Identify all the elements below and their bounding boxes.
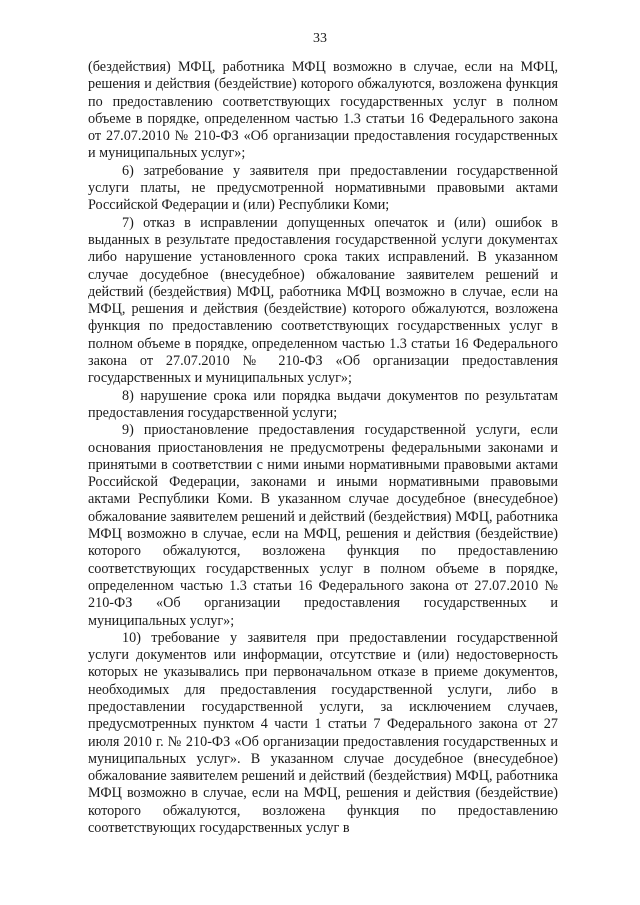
- paragraph-item-10: 10) требование у заявителя при предоставлении государственной услуги документов или информации, отсутствие и (или) недостоверность которых не указывались при первоначальном отказе в приеме документов, необходимых для предоставления государственной услуги, либо в предоставлении государственной услуги, за исключением случаев, предусмотренных пунктом 4 части 1 статьи 7 Федерального закона от 27 июля 2010 г. № 210-ФЗ «Об организации предоставления государственных и муниципальных услуг». В указанном случае досудебное (внесудебное) обжалование заявителем решений и действий (бездействия) МФЦ, работника МФЦ возможно в случае, если на МФЦ, решения и действия (бездействие) которого обжалуются, возложена функция по предоставлению соответствующих государственных услуг в: [88, 629, 558, 837]
- paragraph-continuation: (бездействия) МФЦ, работника МФЦ возможно в случае, если на МФЦ, решения и действия (бездействие) которого обжалуются, возложена функция по предоставлению соответствующих государственных услуг в полном объеме в порядке, определенном частью 1.3 статьи 16 Федерального закона от 27.07.2010 № 210-ФЗ «Об организации предоставления государственных и муниципальных услуг»;: [88, 59, 558, 162]
- page-number: 33: [313, 31, 327, 46]
- paragraph-item-8: 8) нарушение срока или порядка выдачи документов по результатам предоставления государственной услуги;: [88, 387, 558, 421]
- paragraph-item-6: 6) затребование у заявителя при предоставлении государственной услуги платы, не предусмотренной нормативными правовыми актами Российской Федерации и (или) Республики Коми;: [88, 162, 558, 214]
- paragraph-item-9: 9) приостановление предоставления государственной услуги, если основания приостановления не предусмотрены федеральными законами и принятыми в соответствии с ними иными нормативными правовыми актами Российской Федерации, законами и иными нормативными правовыми актами Республики Коми. В указанном случае досудебное (внесудебное) обжалование заявителем решений и действий (бездействия) МФЦ, работника МФЦ возможно в случае, если на МФЦ, решения и действия (бездействие) которого обжалуются, возложена функция по предоставлению соответствующих государственных услуг в полном объеме в порядке, определенном частью 1.3 статьи 16 Федерального закона от 27.07.2010 № 210-ФЗ «Об организации предоставления государственных и муниципальных услуг»;: [88, 422, 558, 629]
- paragraph-item-7: 7) отказ в исправлении допущенных опечаток и (или) ошибок в выданных в результате предоставления государственной услуги документах либо нарушение установленного срока таких исправлений. В указанном случае досудебное (внесудебное) обжалование заявителем решений и действий (бездействия) МФЦ, работника МФЦ возможно в случае, если на МФЦ, решения и действия (бездействие) которого обжалуются, возложена функция по предоставлению соответствующих государственных услуг в полном объеме в порядке, определенном частью 1.3 статьи 16 Федерального закона от 27.07.2010 № 210-ФЗ «Об организации предоставления государственных и муниципальных услуг»;: [88, 214, 558, 387]
- document-body: [88, 59, 558, 837]
